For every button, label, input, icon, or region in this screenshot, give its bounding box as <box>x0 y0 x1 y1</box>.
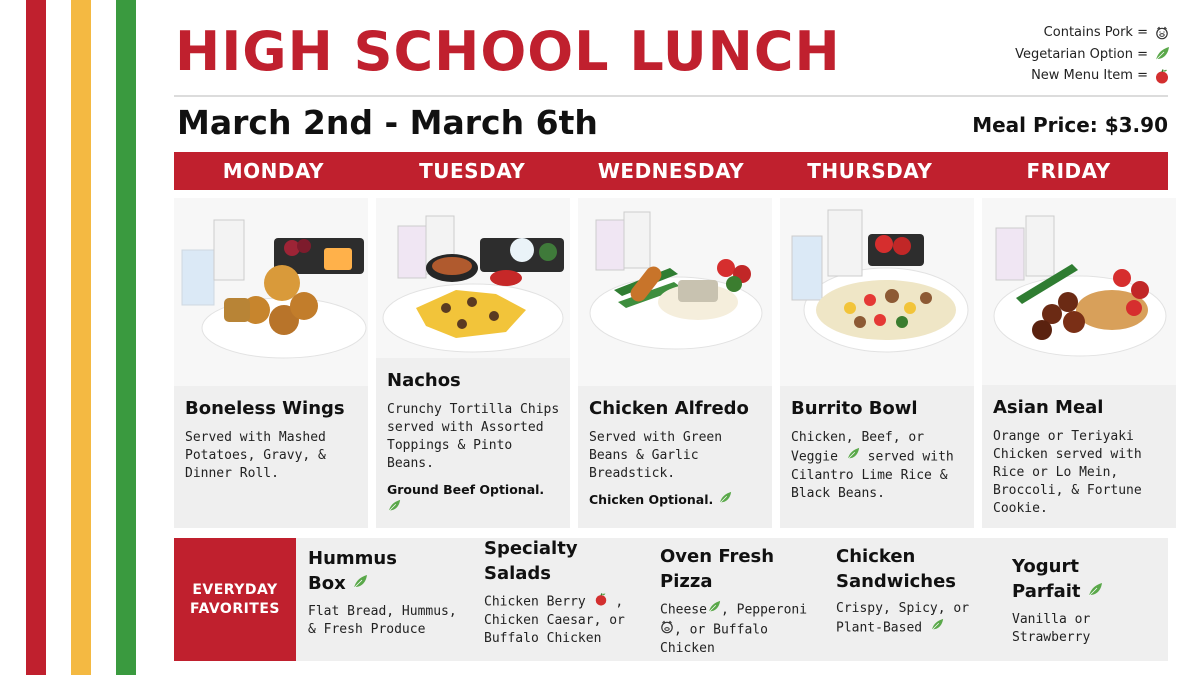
day-monday: MONDAY <box>222 159 325 183</box>
day-tuesday: TUESDAY <box>419 159 526 183</box>
red-stripe <box>26 0 46 675</box>
meal-card-monday <box>174 386 368 528</box>
favorite-title: Specialty Salads <box>484 538 578 584</box>
leaf-icon <box>707 600 721 620</box>
date-range: March 2nd - March 6th <box>177 103 598 142</box>
apple-icon <box>594 592 608 612</box>
green-stripe <box>116 0 136 675</box>
favorite-title: Chicken Sandwiches <box>836 546 957 592</box>
meal-description: Served with Green Beans & Garlic Breadstick. <box>589 430 723 481</box>
favorite-title: Oven Fresh Pizza <box>660 546 775 592</box>
day-thursday: THURSDAY <box>807 159 933 183</box>
legend-row-vegetarian: Vegetarian Option = <box>1015 44 1170 66</box>
day-friday: FRIDAY <box>1026 159 1111 183</box>
favorite-chicken-sandwiches <box>836 544 996 638</box>
favorite-title: Yogurt Parfait <box>1012 554 1162 605</box>
divider <box>174 95 1168 97</box>
favorite-hummus-box <box>308 546 468 639</box>
favorite-description: Vanilla or Strawberry <box>1012 611 1091 645</box>
leaf-icon <box>352 572 368 597</box>
meal-photo-asian-meal <box>982 198 1176 385</box>
favorite-description: Flat Bread, Hummus, & Fresh Produce <box>308 603 457 637</box>
menu-column-friday <box>982 198 1176 528</box>
meal-description: Served with Mashed Potatoes, Gravy, & Dinner Roll. <box>185 430 326 481</box>
meal-card-tuesday <box>376 358 570 528</box>
favorite-description: Crispy, Spicy, or Plant-Based <box>836 600 996 638</box>
meal-name: Boneless Wings <box>185 398 345 419</box>
meal-photo-chicken-alfredo <box>578 198 772 386</box>
meal-card-wednesday <box>578 386 772 528</box>
everyday-favorites-label: EVERYDAY FAVORITES <box>174 538 296 661</box>
yellow-stripe <box>71 0 91 675</box>
meal-photo-nachos <box>376 198 570 358</box>
legend-row-pork: Contains Pork = <box>1015 22 1170 44</box>
legend-row-new: New Menu Item = <box>1015 65 1170 87</box>
leaf-icon <box>846 447 860 467</box>
leaf-icon <box>718 491 732 510</box>
weekday-header <box>174 152 1168 190</box>
meal-name: Asian Meal <box>993 397 1104 418</box>
meal-note: Ground Beef Optional. <box>387 481 560 518</box>
apple-icon <box>1154 68 1170 84</box>
meal-card-thursday <box>780 386 974 528</box>
page-title: HIGH SCHOOL LUNCH <box>175 20 841 83</box>
meal-name: Chicken Alfredo <box>589 398 749 419</box>
favorite-specialty-salads <box>484 536 649 648</box>
everyday-favorites <box>174 538 1168 661</box>
leaf-icon <box>930 618 944 638</box>
day-wednesday: WEDNESDAY <box>597 159 745 183</box>
menu-column-wednesday <box>578 198 772 528</box>
leaf-icon <box>1154 46 1170 62</box>
meal-price: Meal Price: $3.90 <box>972 113 1168 137</box>
legend <box>1015 22 1170 87</box>
favorite-oven-fresh-pizza <box>660 544 820 658</box>
favorite-description: Cheese , Pepperoni , or Buffalo Chicken <box>660 600 820 658</box>
pig-icon <box>1154 25 1170 41</box>
leaf-icon <box>387 499 401 518</box>
meal-photo-boneless-wings <box>174 198 368 386</box>
meal-note: Chicken Optional. <box>589 491 762 510</box>
menu-column-tuesday <box>376 198 570 528</box>
pig-icon <box>660 620 674 640</box>
leaf-icon <box>1087 580 1103 605</box>
meal-description: Orange or Teriyaki Chicken served with Rice or Lo Mein, Broccoli, & Fortune Cookie. <box>993 429 1142 516</box>
meal-description: Chicken, Beef, or Veggie served with Cilantro Lime Rice & Black Beans. <box>791 430 954 501</box>
meal-name: Burrito Bowl <box>791 398 918 419</box>
meal-description: Crunchy Tortilla Chips served with Assorted Toppings & Pinto Beans. <box>387 402 560 471</box>
menu-column-monday <box>174 198 368 528</box>
favorite-yogurt-parfait <box>1012 554 1162 647</box>
favorite-description: Chicken Berry , Chicken Caesar, or Buffalo Chicken <box>484 592 649 648</box>
favorite-title: Hummus Box <box>308 546 468 597</box>
daily-menu <box>174 198 1168 528</box>
meal-name: Nachos <box>387 370 461 391</box>
meal-card-friday <box>982 385 1176 528</box>
meal-photo-burrito-bowl <box>780 198 974 386</box>
menu-column-thursday <box>780 198 974 528</box>
